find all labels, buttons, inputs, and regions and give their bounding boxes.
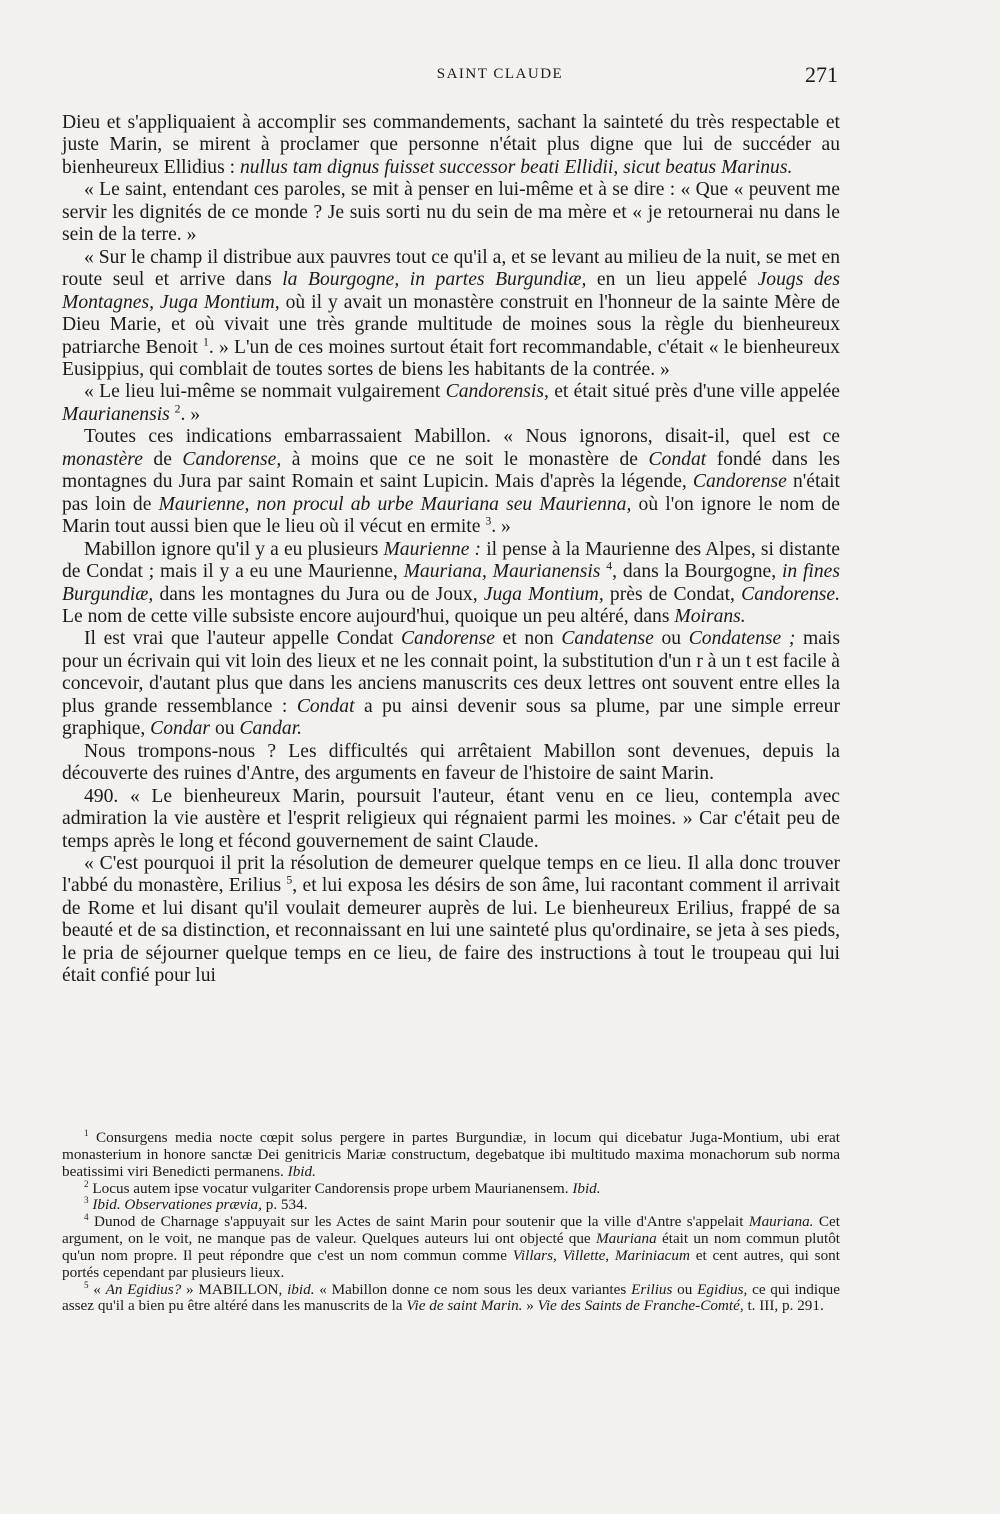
text-span: et non [494, 628, 562, 650]
text-span: Locus autem ipse vocatur vulgariter Candorensis prope urbem Maurianensem. [88, 1179, 573, 1197]
italic-span: Condat [648, 448, 707, 470]
italic-span: nullus tam dignus fuisset successor beati Ellidii, sicut beatus Marinus. [239, 156, 793, 178]
paragraph [62, 179, 840, 246]
text-span: ce qui indique assez qu'il a bien pu être altéré dans les manuscrits de la [62, 1280, 841, 1315]
text-span: » MABILLON, [181, 1280, 288, 1298]
text-span: en un lieu appelé [586, 269, 758, 291]
footnote-ref: 5 [286, 873, 293, 887]
italic-span: Vie des Saints de Franche-Comté, [537, 1297, 744, 1315]
text-span: était un nom commun plutôt qu'un nom propre. Il peut répondre que c'est un nom commun comme [62, 1230, 841, 1264]
italic-span: ibid. [287, 1280, 315, 1298]
footnote [62, 1127, 840, 1181]
italic-span: Juga Montium, [483, 583, 604, 605]
text-span: . » [180, 403, 201, 425]
italic-span: Ibid. Observationes prævia, [92, 1196, 262, 1214]
paragraph [62, 426, 840, 538]
italic-span: Mauriana [595, 1230, 657, 1248]
paragraph [62, 853, 840, 988]
text-span: où il y avait un monastère construit en l'honneur de la sainte Mère de Dieu Marie, et où vivait une très grande multitude de moines sous la règle du bienheureux patriarche Benoit [62, 291, 840, 358]
italic-span: Moirans. [674, 605, 746, 627]
text-span: 490. « Le bienheureux Marin, poursuit l'auteur, étant venu en ce lieu, contempla avec admiration la vie austère et l'esprit religieux qui régnaient parmi les moines. » Car c'était peu de temps après le long et fécond gouvernement de saint Claude. [62, 785, 840, 852]
text-span: Toutes ces indications embarrassaient Mabillon. « Nous ignorons, disait-il, quel est ce [84, 426, 840, 448]
paragraph [62, 741, 840, 786]
italic-span: Candatense [561, 628, 654, 650]
text-span: et cent autres, qui sont portés cependant par plusieurs lieux. [62, 1246, 840, 1281]
text-span: Le nom de cette ville subsiste encore aujourd'hui, quoique un peu altéré, dans [62, 605, 675, 627]
footnote-ref: 5 [84, 1279, 89, 1290]
italic-span: Condatense ; [688, 628, 796, 650]
footnote [62, 1178, 840, 1198]
paragraph [62, 112, 840, 179]
text-span: Mabillon ignore qu'il y a eu plusieurs [84, 538, 384, 560]
page-number: 271 [805, 62, 838, 87]
italic-span: la Bourgogne, in partes Burgundiæ, [282, 269, 587, 291]
text-span: près de Condat, [603, 583, 742, 605]
text-span: fondé dans les montagnes du Jura par saint Romain et saint Lupicin. Mais d'après la légende, [62, 448, 840, 493]
footnote-ref: 1 [203, 335, 209, 348]
text-span: Il est vrai que l'auteur appelle Condat [84, 628, 401, 650]
italic-span: Mauriana, Maurianensis [403, 561, 601, 583]
text-span: p. 534. [261, 1196, 308, 1214]
text-span: « [88, 1280, 106, 1298]
paragraph [62, 539, 840, 629]
text-span: ou [672, 1280, 698, 1298]
italic-span: Jougs des Montagnes, Juga Montium, [62, 269, 840, 313]
text-span: Dieu et s'appliquaient à accomplir ses commandements, sachant la sainteté du très respectable et juste Marin, se mirent à proclamer que personne n'était plus digne que lui de succéder au bienheureux Ellidius : [62, 112, 840, 178]
text-span: Dunod de Charnage s'appuyait sur les Actes de saint Marin pour soutenir que la ville d'Antre s'appelait [88, 1213, 749, 1231]
text-span: il pense à la Maurienne des Alpes, si distante de Condat ; mais il y a eu une Maurienne, [62, 538, 840, 583]
footnotes [62, 1127, 841, 1315]
italic-span: Ibid. [572, 1179, 601, 1197]
italic-span: An Egidius? [105, 1280, 182, 1298]
footnote-ref: 3 [485, 514, 492, 528]
italic-span: Maurienne : [383, 538, 482, 560]
paragraph [62, 247, 840, 382]
italic-span: Maurianensis [62, 403, 170, 425]
text-span: de [142, 448, 183, 470]
italic-span: Candorense. [741, 583, 841, 605]
text-span: Consurgens media nocte cœpit solus pergere in partes Burgundiæ, in locum qui dicebatur Juga-Montium, ubi erat monasterium in honore sanctæ Dei genitricis Mariæ constructum, degebatque ibi multitudo maxima monachorum sub norma beatissimi viri Benedicti permanens. [62, 1129, 840, 1180]
text-span: , dans la Bourgogne, [612, 561, 782, 583]
footnote-ref: 4 [606, 559, 613, 573]
text-span: « Mabillon donne ce nom sous les deux variantes [314, 1280, 632, 1298]
text-span: à moins que ce ne soit le monastère de [281, 448, 649, 470]
italic-span: monastère [62, 448, 143, 470]
paragraph [62, 786, 840, 853]
running-header [0, 62, 1000, 96]
footnote-ref: 2 [84, 1178, 89, 1189]
italic-span: Egidius, [697, 1280, 748, 1298]
text-span: . » L'un de ces moines surtout était fort recommandable, c'était « le bienheureux Eusippius, qui comblait de toutes sortes de biens les habitants de la contrée. » [62, 336, 840, 380]
italic-span: Erilius [631, 1280, 673, 1298]
text-span: n'était pas loin de [62, 471, 840, 515]
text-span: ou [210, 718, 240, 740]
text-span: « Sur le champ il distribue aux pauvres tout ce qu'il a, et se levant au milieu de la nuit, se met en route seul et arrive dans [62, 246, 840, 291]
footnote [62, 1214, 840, 1281]
text-span: « C'est pourquoi il prit la résolution de demeurer quelque temps en ce lieu. Il alla donc trouver l'abbé du monastère, Erilius [62, 852, 840, 897]
paragraph [62, 381, 840, 426]
text-span: dans les montagnes du Jura ou de Joux, [153, 583, 484, 605]
text-span: Cet argument, on le voit, ne manque pas de valeur. Quelques auteurs lui ont objecté que [62, 1213, 841, 1248]
text-span: Nous trompons-nous ? Les difficultés qui arrêtaient Mabillon sont devenues, depuis la découverte des ruines d'Antre, des arguments en faveur de l'histoire de saint Marin. [62, 740, 840, 785]
text-span: . » [491, 516, 511, 538]
text-span: » [522, 1297, 538, 1315]
italic-span: Candar. [239, 718, 303, 740]
text-span: ou [653, 628, 689, 650]
italic-span: Mauriana. [748, 1213, 814, 1231]
italic-span: Vie de saint Marin. [406, 1297, 523, 1315]
italic-span: Ibid. [287, 1162, 316, 1180]
footnote-ref: 4 [84, 1212, 89, 1223]
text-span: « Le saint, entendant ces paroles, se mit à penser en lui-même et à se dire : « Que « peuvent me servir les dignités de ce monde ? Je suis sorti nu du sein de ma mère et « je retournerai nu dans le sein de la terre. » [62, 179, 840, 246]
text-span: a pu ainsi devenir sous sa plume, par une simple erreur graphique, [62, 695, 841, 740]
italic-span: in fines Burgundiæ, [62, 561, 840, 605]
text-span: où l'on ignore le nom de Marin tout aussi bien que le lieu où il vécut en ermite [62, 493, 841, 538]
text-span: « Le lieu lui-même se nommait vulgairement [84, 381, 446, 403]
running-title: SAINT CLAUDE [436, 66, 564, 82]
text-span: , et lui exposa les désirs de son âme, lui racontant comment il arrivait de Rome et lui disant qu'il voulait demeurer auprès de lui. Le bienheureux Erilius, frappé de sa beauté et de sa distinction, et reconnaissant en lui une sainteté plus qu'ordinaire, se jeta à ses pieds, le pria de séjourner quelque temps en ce lieu, de faire des instructions à tout le troupeau qui lui était confié pour lui [62, 875, 841, 987]
italic-span: Condat [296, 695, 355, 717]
italic-span: Maurienne, non procul ab urbe Mauriana seu Maurienna, [158, 493, 632, 515]
paragraph [62, 628, 840, 740]
main-text [62, 112, 840, 988]
italic-span: Candorense [400, 628, 495, 650]
footnote [62, 1197, 840, 1214]
italic-span: Condar [150, 718, 211, 740]
text-span: mais pour un écrivain qui vit loin des lieux et ne les connait point, la substitution d'un r à un t est facile à concevoir, d'autant plus que dans les anciens manuscrits ces deux lettres ont souvent entre elles la plus grande ressemblance : [62, 628, 841, 717]
italic-span: Candorense, [182, 448, 282, 470]
text-span: t. III, p. 291. [743, 1297, 824, 1315]
italic-span: Villars, Villette, Mariniacum [512, 1246, 690, 1264]
footnote-ref: 1 [84, 1127, 89, 1138]
footnote [62, 1279, 841, 1316]
footnote-ref: 2 [174, 402, 181, 416]
italic-span: Candorensis, [445, 381, 549, 403]
italic-span: Candorense [692, 471, 787, 493]
text-span: et était situé près d'une ville appelée [548, 381, 840, 403]
footnote-ref: 3 [84, 1195, 89, 1206]
